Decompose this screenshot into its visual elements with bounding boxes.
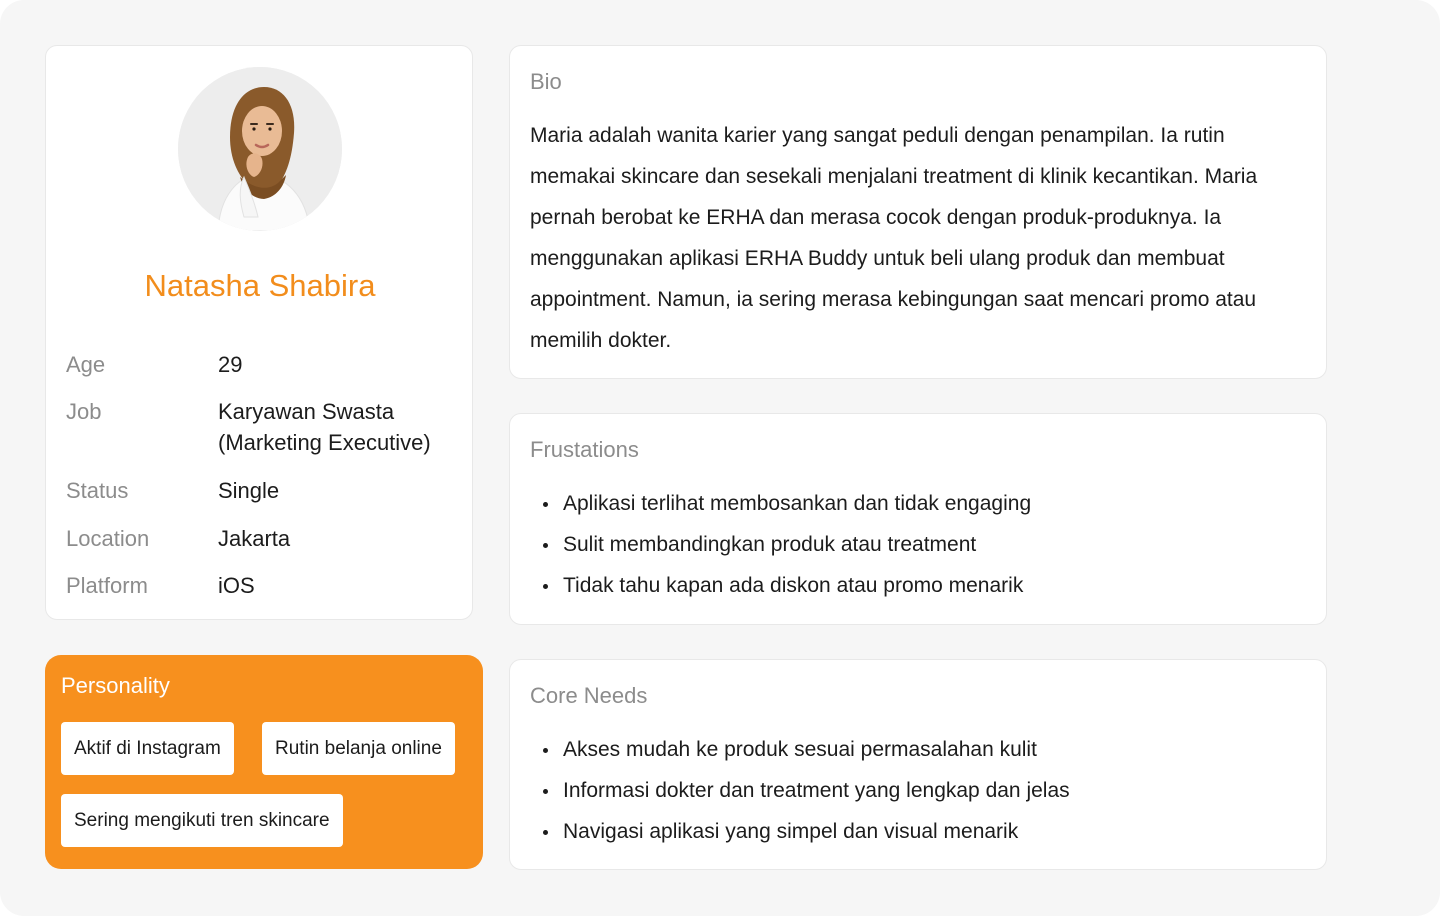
info-label: Age <box>66 352 106 377</box>
core-needs-card <box>509 659 1327 870</box>
frustrations-list <box>542 483 1031 606</box>
personality-tag: Rutin belanja online <box>262 722 455 775</box>
info-label: Location <box>66 526 150 551</box>
info-label: Platform <box>66 573 148 598</box>
profile-card <box>45 45 473 620</box>
info-label: Status <box>66 478 129 503</box>
info-value: iOS <box>218 573 255 598</box>
core-needs-title: Core Needs <box>530 683 648 708</box>
info-label: Job <box>66 399 102 424</box>
personality-tag: Aktif di Instagram <box>61 722 234 775</box>
bio-text: Maria adalah wanita karier yang sangat peduli dengan penampilan. Ia rutin memakai skincare dan sesekali menjalani treatment di klinik kecantikan. Maria pernah berobat ke ERHA dan merasa cocok dengan produk-produknya. Ia menggunakan aplikasi ERHA Buddy untuk beli ulang produk dan membuat appointment. Namun, ia sering merasa kebingungan saat mencari promo atau memilih dokter. <box>530 124 1258 352</box>
info-value: Karyawan Swasta (Marketing Executive) <box>218 399 431 455</box>
bio-title: Bio <box>530 69 562 94</box>
info-value: 29 <box>218 352 243 377</box>
info-value: Jakarta <box>218 526 291 551</box>
list-item: Navigasi aplikasi yang simpel dan visual menarik <box>542 811 1070 852</box>
personality-card <box>45 655 483 869</box>
list-item: Sulit membandingkan produk atau treatment <box>542 524 1031 565</box>
frustrations-card <box>509 413 1327 625</box>
list-item: Tidak tahu kapan ada diskon atau promo menarik <box>542 565 1031 606</box>
persona-name: Natasha Shabira <box>144 268 376 303</box>
list-item: Akses mudah ke produk sesuai permasalahan kulit <box>542 729 1070 770</box>
avatar-portrait-icon <box>178 67 342 231</box>
personality-title: Personality <box>61 673 170 698</box>
core-needs-list <box>542 729 1070 852</box>
list-item: Aplikasi terlihat membosankan dan tidak engaging <box>542 483 1031 524</box>
list-item: Informasi dokter dan treatment yang lengkap dan jelas <box>542 770 1070 811</box>
personality-tag: Sering mengikuti tren skincare <box>61 794 343 847</box>
info-value: Single <box>218 478 280 503</box>
avatar <box>178 67 342 231</box>
frustrations-title: Frustations <box>530 437 639 462</box>
bio-card <box>509 45 1327 379</box>
